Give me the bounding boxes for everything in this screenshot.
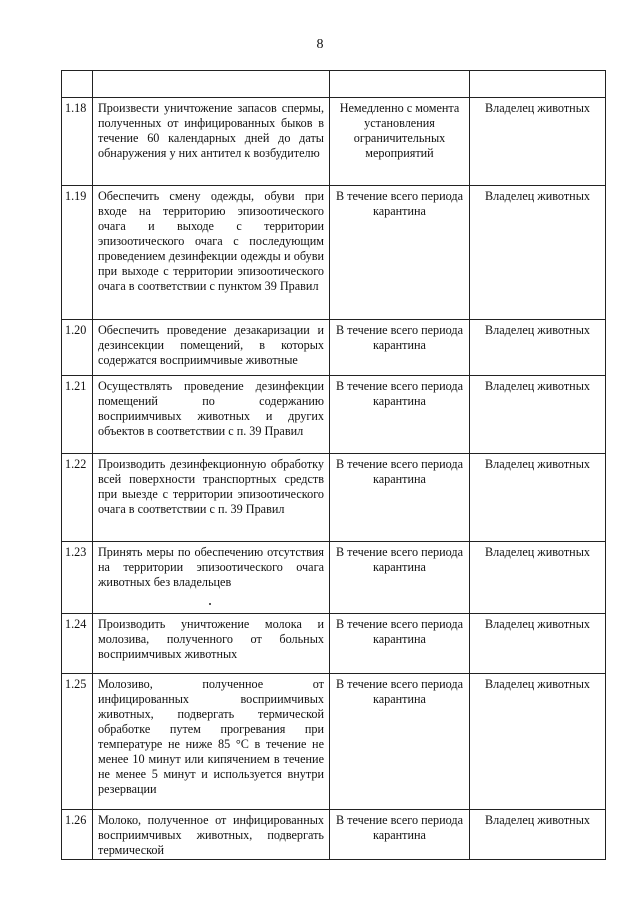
row-action: Молоко, полученное от инфицированных восприимчивых животных, подвергать термической	[93, 810, 330, 860]
table-row	[62, 614, 606, 674]
row-number: 1.24	[62, 614, 93, 674]
row-responsible: Владелец животных	[470, 454, 606, 542]
row-number: 1.25	[62, 674, 93, 810]
row-deadline: В течение всего периода карантина	[330, 614, 470, 674]
table-row	[62, 674, 606, 810]
row-deadline: В течение всего периода карантина	[330, 542, 470, 614]
table-row	[62, 98, 606, 186]
header-cell-deadline	[330, 71, 470, 98]
row-action: Молозиво, полученное от инфицированных восприимчивых животных, подвергать термической обработке путем прогревания при температуре не ниже 85 °С в течение не менее 10 минут или кипячением в течение не менее 5 минут и используется внутри резервации	[93, 674, 330, 810]
row-responsible: Владелец животных	[470, 542, 606, 614]
row-number: 1.23	[62, 542, 93, 614]
row-number: 1.21	[62, 376, 93, 454]
row-responsible: Владелец животных	[470, 674, 606, 810]
row-number: 1.22	[62, 454, 93, 542]
row-responsible: Владелец животных	[470, 98, 606, 186]
scan-speck	[209, 603, 211, 605]
row-deadline: В течение всего периода карантина	[330, 810, 470, 860]
table-row	[62, 810, 606, 860]
row-deadline: В течение всего периода карантина	[330, 454, 470, 542]
row-action: Производить уничтожение молока и молозива, полученного от больных восприимчивых животных	[93, 614, 330, 674]
row-responsible: Владелец животных	[470, 810, 606, 860]
row-responsible: Владелец животных	[470, 376, 606, 454]
row-responsible: Владелец животных	[470, 186, 606, 320]
table-row	[62, 376, 606, 454]
table-row	[62, 454, 606, 542]
row-number: 1.26	[62, 810, 93, 860]
table-row	[62, 320, 606, 376]
row-number: 1.18	[62, 98, 93, 186]
table-header-row	[62, 71, 606, 98]
row-action: Принять меры по обеспечению отсутствия на территории эпизоотического очага животных без владельцев	[93, 542, 330, 614]
row-deadline: В течение всего периода карантина	[330, 376, 470, 454]
row-action: Осуществлять проведение дезинфекции помещений по содержанию восприимчивых животных и других объектов в соответствии с п. 39 Правил	[93, 376, 330, 454]
row-number: 1.19	[62, 186, 93, 320]
row-action: Обеспечить проведение дезакаризации и дезинсекции помещений, в которых содержатся восприимчивые животные	[93, 320, 330, 376]
row-action: Производить дезинфекционную обработку всей поверхности транспортных средств при выезде с территории эпизоотического очага в соответствии с п. 39 Правил	[93, 454, 330, 542]
row-deadline: В течение всего периода карантина	[330, 186, 470, 320]
page-number: 8	[316, 37, 324, 52]
row-responsible: Владелец животных	[470, 614, 606, 674]
table-row	[62, 542, 606, 614]
row-responsible: Владелец животных	[470, 320, 606, 376]
row-action: Обеспечить смену одежды, обуви при входе на территорию эпизоотического очага и выходе с территории эпизоотического очага с последующим проведением дезинфекции одежды и обуви при выходе с территории эпизоотического очага в соответствии с пунктом 39 Правил	[93, 186, 330, 320]
row-action: Произвести уничтожение запасов спермы, полученных от инфицированных быков в течение 60 календарных дней до даты обнаружения у них антител к возбудителю	[93, 98, 330, 186]
header-cell-responsible	[470, 71, 606, 98]
row-deadline: В течение всего периода карантина	[330, 320, 470, 376]
header-cell-action	[93, 71, 330, 98]
measures-table	[61, 70, 606, 860]
header-cell-num	[62, 71, 93, 98]
row-number: 1.20	[62, 320, 93, 376]
row-deadline: Немедленно с момента установления ограничительных мероприятий	[330, 98, 470, 186]
table-row	[62, 186, 606, 320]
row-deadline: В течение всего периода карантина	[330, 674, 470, 810]
